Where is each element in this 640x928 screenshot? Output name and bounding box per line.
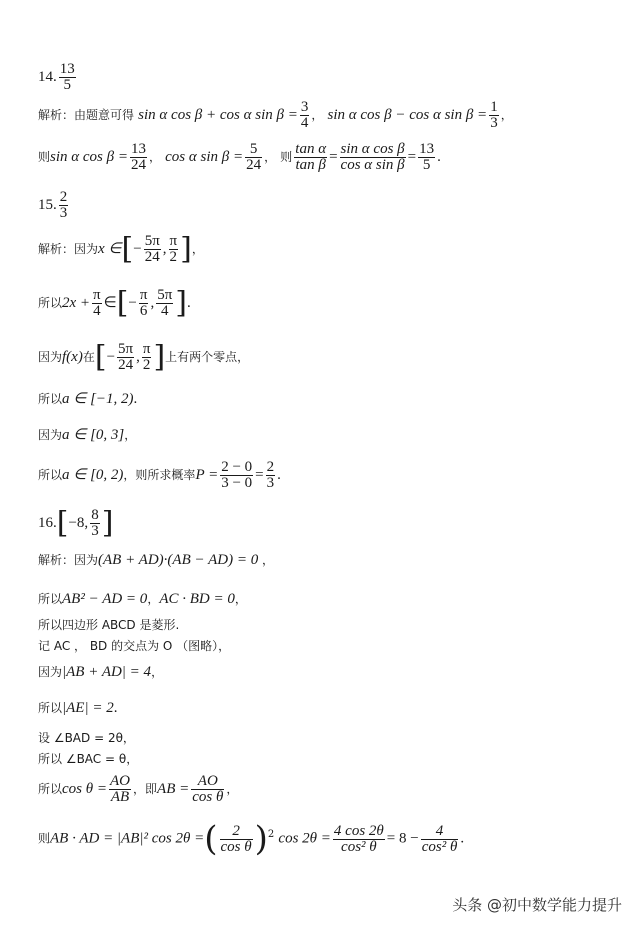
- p16-step2: 所以AB² − AD = 0，AC · BD = 0，: [38, 591, 247, 607]
- p16-step5: 因为|AB + AD| = 4，: [38, 664, 164, 680]
- problem-number: 15.: [38, 197, 57, 213]
- p15-step2: 所以2x + $\frac{\pi}{4}$ ∈[− $\frac{\pi}{6}$ , $\frac{5\pi}{4}$ ].: [38, 285, 191, 321]
- p15-step3: 因为f(x)在[− $\frac{5\pi}{24}$ , $\frac{\pi}{2}$ ]上有两个零点，: [38, 339, 250, 375]
- answer-fraction: $\frac{2}{3}$: [59, 189, 68, 221]
- p16-step6: 所以|AE| = 2.: [38, 700, 118, 716]
- p16-step3: 所以四边形 ABCD 是菱形.: [38, 618, 180, 632]
- p16-step4: 记 AC ， BD 的交点为 O （图略），: [38, 639, 231, 653]
- p16-step8: 所以 ∠BAC = θ，: [38, 752, 139, 766]
- p16-step1: 解析：因为(AB + AD)·(AB − AD) = 0 ，: [38, 552, 275, 568]
- p14-line2: 则sin α cos β = $\frac{13}{24}$ ， cos α sin β = $\frac{5}{24}$ ， 则 $\frac{\text{tan α}}{\text{tan β}}$ = $\frac{\text{sin α cos β}}{\text{cos α sin β}}$ = $\frac{13}{5}$ .: [38, 141, 441, 173]
- p16-step9: 所以cos θ = $\frac{AO}{AB}$ ，即AB = $\frac{AO}{\text{cos θ}}$ ，: [38, 773, 239, 805]
- p15-step5: 因为a ∈ [0, 3]，: [38, 427, 137, 443]
- p15-step1: 解析：因为x ∈[− $\frac{5\pi}{24}$ , $\frac{\pi}{2}$ ]，: [38, 231, 204, 267]
- p16-step7: 设 ∠BAD = 2θ，: [38, 731, 135, 745]
- p16-answer: 16.[−8, $\frac{8}{3}$ ]: [38, 505, 114, 541]
- p15-answer: [38, 190, 70, 221]
- p16-step10: 则AB · AD = |AB|² cos 2θ =( $\frac{2}{\text{cos θ}}$ )$^2$ cos 2θ = $\frac{4 \cos 2\theta}{\text{cos² θ}}$ = 8 − $\frac{4}{\text{cos² θ}}$ .: [38, 819, 465, 859]
- problem-number: 16.: [38, 515, 57, 531]
- source-watermark: 头条 @初中数学能力提升: [452, 896, 622, 914]
- answer-fraction: $\frac{13}{5}$: [59, 61, 75, 93]
- p14-line1: 解析：由题意可得 sin α cos β + cos α sin β = $\frac{3}{4}$ ， sin α cos β − cos α sin β = $\frac{1}{3}$ ，: [38, 99, 513, 131]
- fraction: $\frac{3}{4}$: [300, 99, 309, 131]
- p15-step4: 所以a ∈ [−1, 2).: [38, 391, 138, 407]
- answer-fraction: $\frac{8}{3}$: [91, 507, 99, 539]
- p15-step6: 所以a ∈ [0, 2)，则所求概率P = $\frac{2 - 0}{3 - 0}$ = $\frac{2}{3}$ .: [38, 459, 281, 491]
- fraction: $\frac{1}{3}$: [490, 99, 498, 131]
- p14-answer: [38, 62, 78, 93]
- problem-number: 14.: [38, 69, 57, 85]
